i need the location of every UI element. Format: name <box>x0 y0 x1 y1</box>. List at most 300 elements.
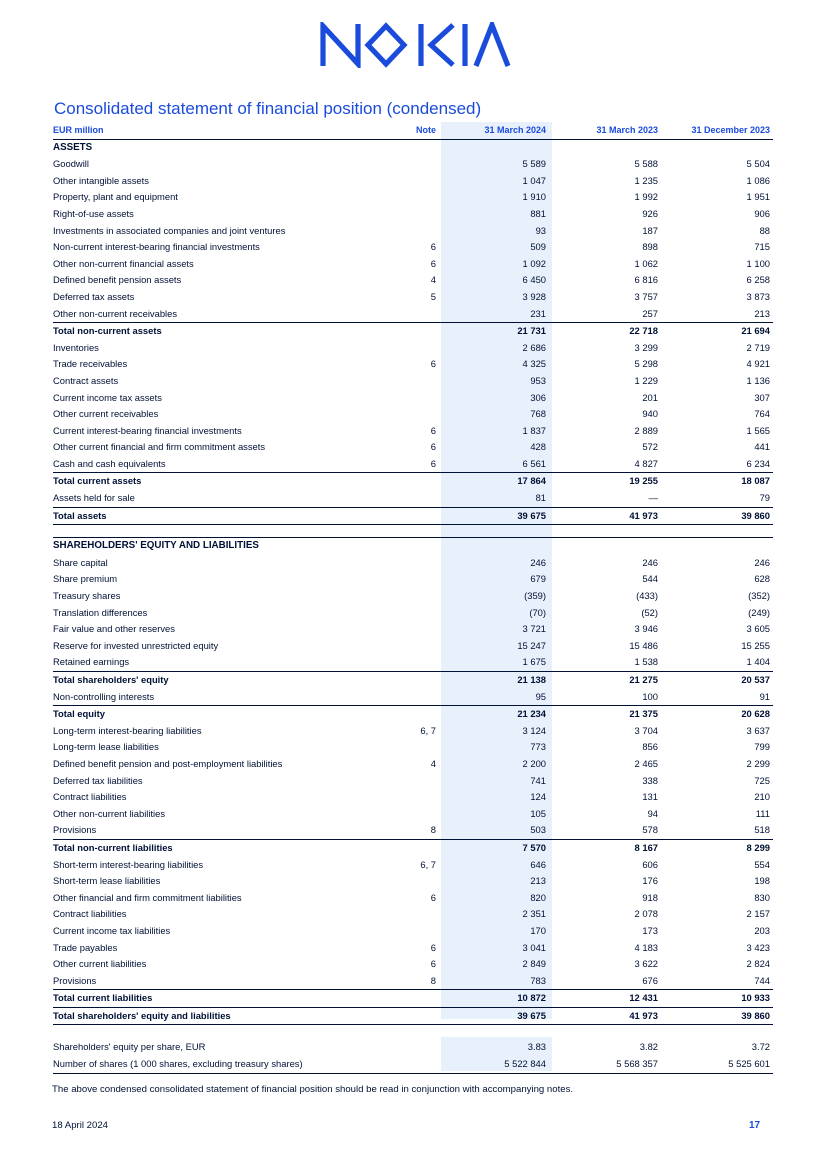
value-31-march-2024: 6 450 <box>522 274 546 286</box>
value-31-march-2024: 39 675 <box>441 507 552 525</box>
table-row <box>53 822 773 839</box>
value-31-december-2023: 6 234 <box>746 457 770 469</box>
row-note <box>375 990 441 1008</box>
value-31-march-2024: 1 675 <box>522 656 546 668</box>
row-label: Total non-current liabilities <box>53 839 375 856</box>
value-31-march-2024: 2 351 <box>522 908 546 920</box>
value-31-march-2023: 1 229 <box>634 374 658 386</box>
value-31-march-2023: (52) <box>641 606 658 618</box>
value-31-march-2024: 95 <box>535 690 546 702</box>
header-note: Note <box>375 122 441 139</box>
table-row <box>53 206 773 223</box>
value-31-march-2023: 176 <box>642 875 658 887</box>
row-note <box>375 588 441 605</box>
table-row <box>53 723 773 740</box>
row-note <box>375 1056 441 1073</box>
row-note <box>375 672 441 689</box>
row-label: Other intangible assets <box>53 174 149 186</box>
value-31-march-2023: 131 <box>642 791 658 803</box>
table-row <box>53 571 773 588</box>
value-31-december-2023: 1 565 <box>746 424 770 436</box>
row-label: Current income tax assets <box>53 391 162 403</box>
row-note <box>375 706 441 723</box>
row-label: Deferred tax assets <box>53 290 135 302</box>
row-label: Non-current interest-bearing financial investments <box>53 241 260 253</box>
row-label: Other non-current receivables <box>53 307 178 319</box>
value-31-march-2023: 578 <box>642 824 658 836</box>
value-31-march-2023 <box>552 538 663 555</box>
value-31-march-2024: 15 247 <box>517 639 546 651</box>
row-label: Right-of-use assets <box>53 207 134 219</box>
value-31-march-2023: 676 <box>642 974 658 986</box>
row-note <box>375 806 441 823</box>
row-note <box>375 490 441 507</box>
value-31-december-2023: 518 <box>754 824 770 836</box>
table-row <box>53 289 773 306</box>
row-note: 6 <box>430 441 436 453</box>
value-31-march-2024: 1 837 <box>522 424 546 436</box>
value-31-march-2023: 41 973 <box>552 1007 663 1025</box>
value-31-december-2023: 20 628 <box>663 706 773 723</box>
row-note: 6 <box>430 941 436 953</box>
table-row <box>53 923 773 940</box>
value-31-december-2023: 203 <box>754 924 770 936</box>
row-label: Goodwill <box>53 158 89 170</box>
row-note <box>375 223 441 240</box>
row-label: Long-term interest-bearing liabilities <box>53 724 202 736</box>
value-31-march-2023: 544 <box>642 573 658 585</box>
value-31-march-2024: 503 <box>530 824 546 836</box>
value-31-march-2024 <box>441 538 552 555</box>
total-row <box>53 839 773 856</box>
row-label: Total current assets <box>53 473 375 490</box>
value-31-december-2023: (352) <box>748 590 770 602</box>
row-label: Number of shares (1 000 shares, excluding treasury shares) <box>53 1056 375 1073</box>
value-31-march-2023: 1 235 <box>634 174 658 186</box>
value-31-december-2023: 21 694 <box>663 323 773 340</box>
table-row <box>53 156 773 173</box>
row-note <box>375 1039 441 1056</box>
row-label: Assets held for sale <box>53 492 135 504</box>
table-row <box>53 773 773 790</box>
row-note <box>375 873 441 890</box>
row-label: Total assets <box>53 507 375 525</box>
value-31-march-2023: 173 <box>642 924 658 936</box>
value-31-december-2023: 3 605 <box>746 623 770 635</box>
value-31-december-2023: 307 <box>754 391 770 403</box>
row-label: Reserve for invested unrestricted equity <box>53 639 219 651</box>
row-note: 8 <box>430 974 436 986</box>
table-row <box>53 439 773 456</box>
value-31-march-2023: 12 431 <box>552 990 663 1008</box>
value-31-december-2023: 20 537 <box>663 672 773 689</box>
value-31-december-2023: 4 921 <box>746 358 770 370</box>
table-row <box>53 940 773 957</box>
row-label: Other current receivables <box>53 408 159 420</box>
value-31-march-2023: 21 275 <box>552 672 663 689</box>
total-row <box>53 323 773 340</box>
value-31-march-2023: 2 078 <box>634 908 658 920</box>
row-label: Total current liabilities <box>53 990 375 1008</box>
table-row <box>53 340 773 357</box>
row-label: Investments in associated companies and joint ventures <box>53 224 286 236</box>
row-note <box>375 1007 441 1025</box>
row-note <box>375 906 441 923</box>
row-label: Contract assets <box>53 374 119 386</box>
value-31-december-2023: 1 404 <box>746 656 770 668</box>
row-note <box>375 839 441 856</box>
row-note <box>375 156 441 173</box>
total-row <box>53 990 773 1008</box>
value-31-march-2024: 124 <box>530 791 546 803</box>
row-label: Total non-current assets <box>53 323 375 340</box>
value-31-march-2023: 246 <box>642 556 658 568</box>
total-row <box>53 1007 773 1025</box>
table-row <box>53 588 773 605</box>
row-label <box>53 1025 375 1040</box>
value-31-march-2023: 2 889 <box>634 424 658 436</box>
value-31-december-2023: 10 933 <box>663 990 773 1008</box>
table-row <box>53 890 773 907</box>
row-note <box>375 638 441 655</box>
row-note <box>375 189 441 206</box>
value-31-december-2023: 198 <box>754 875 770 887</box>
row-note <box>375 555 441 572</box>
row-note: 4 <box>430 274 436 286</box>
row-note <box>375 923 441 940</box>
table-header-row <box>53 122 773 139</box>
table-row <box>53 739 773 756</box>
value-31-march-2024: 2 849 <box>522 958 546 970</box>
value-31-march-2024: 3 041 <box>522 941 546 953</box>
table-row <box>53 406 773 423</box>
row-label: Inventories <box>53 341 99 353</box>
row-note <box>375 139 441 156</box>
row-note <box>375 571 441 588</box>
row-label: Trade payables <box>53 941 118 953</box>
value-31-march-2024: 741 <box>530 774 546 786</box>
value-31-march-2024: 783 <box>530 974 546 986</box>
value-31-march-2023 <box>552 525 663 538</box>
value-31-march-2024: 21 138 <box>441 672 552 689</box>
table-row <box>53 239 773 256</box>
value-31-december-2023: 91 <box>759 690 770 702</box>
header-31-december-2023: 31 December 2023 <box>663 122 773 139</box>
row-note <box>375 538 441 555</box>
table-row <box>53 223 773 240</box>
row-note: 4 <box>430 757 436 769</box>
value-31-march-2024: 17 864 <box>441 473 552 490</box>
table-row <box>53 1056 773 1073</box>
value-31-march-2023: 22 718 <box>552 323 663 340</box>
value-31-december-2023: 3 637 <box>746 724 770 736</box>
value-31-december-2023: 88 <box>759 224 770 236</box>
table-row <box>53 356 773 373</box>
table-row <box>53 906 773 923</box>
row-note: 8 <box>430 824 436 836</box>
value-31-december-2023: 906 <box>754 207 770 219</box>
table-row <box>53 621 773 638</box>
row-note <box>375 1025 441 1040</box>
table-row <box>53 423 773 440</box>
value-31-march-2023: 926 <box>642 207 658 219</box>
value-31-december-2023: 39 860 <box>663 1007 773 1025</box>
total-row <box>53 507 773 525</box>
row-label: Total equity <box>53 706 375 723</box>
row-note <box>375 373 441 390</box>
row-note <box>375 406 441 423</box>
value-31-march-2024: 2 200 <box>522 757 546 769</box>
row-label: Cash and cash equivalents <box>53 457 166 469</box>
table-row <box>53 306 773 323</box>
value-31-december-2023: 3 873 <box>746 290 770 302</box>
value-31-march-2023: 606 <box>642 858 658 870</box>
value-31-march-2024: 306 <box>530 391 546 403</box>
value-31-march-2024: 881 <box>530 207 546 219</box>
value-31-december-2023: 15 255 <box>741 639 770 651</box>
row-label: Other current financial and firm commitment assets <box>53 441 266 453</box>
total-row <box>53 706 773 723</box>
value-31-march-2023: 41 973 <box>552 507 663 525</box>
table-row <box>53 272 773 289</box>
table-row <box>53 390 773 407</box>
value-31-march-2023: 4 183 <box>634 941 658 953</box>
row-label: Share premium <box>53 573 118 585</box>
value-31-march-2024: 1 047 <box>522 174 546 186</box>
row-note: 6 <box>430 424 436 436</box>
value-31-march-2023: 3 299 <box>634 341 658 353</box>
table-row <box>53 789 773 806</box>
value-31-march-2023: 94 <box>647 807 658 819</box>
value-31-march-2024: 820 <box>530 891 546 903</box>
value-31-march-2023: 3 946 <box>634 623 658 635</box>
table-row <box>53 173 773 190</box>
value-31-december-2023: 246 <box>754 556 770 568</box>
value-31-december-2023: 1 951 <box>746 191 770 203</box>
page-number: 17 <box>749 1120 761 1131</box>
row-label: Shareholders' equity per share, EUR <box>53 1041 206 1053</box>
value-31-december-2023: 5 525 601 <box>663 1056 773 1073</box>
table-row <box>53 456 773 473</box>
value-31-march-2023: 4 827 <box>634 457 658 469</box>
value-31-march-2024: 170 <box>530 924 546 936</box>
value-31-march-2024: 3 721 <box>522 623 546 635</box>
value-31-march-2024: 105 <box>530 807 546 819</box>
row-label: Current interest-bearing financial investments <box>53 424 242 436</box>
value-31-march-2023: 2 465 <box>634 757 658 769</box>
row-note <box>375 789 441 806</box>
table-row <box>53 654 773 671</box>
value-31-march-2023: (433) <box>636 590 658 602</box>
row-note: 5 <box>430 290 436 302</box>
value-31-march-2024: 93 <box>535 224 546 236</box>
row-note <box>375 525 441 538</box>
value-31-march-2024: 768 <box>530 408 546 420</box>
row-label: Trade receivables <box>53 358 128 370</box>
value-31-march-2023: — <box>648 492 658 504</box>
table-row <box>53 857 773 874</box>
value-31-march-2024: 509 <box>530 241 546 253</box>
value-31-december-2023: 210 <box>754 791 770 803</box>
value-31-december-2023: 3.72 <box>751 1041 770 1053</box>
value-31-march-2024: 3 124 <box>522 724 546 736</box>
total-row <box>53 672 773 689</box>
row-label: Short-term interest-bearing liabilities <box>53 858 204 870</box>
table-row <box>53 373 773 390</box>
row-note: 6 <box>430 257 436 269</box>
page-title: Consolidated statement of financial position (condensed) <box>54 99 482 118</box>
row-note: 6, 7 <box>420 724 436 736</box>
value-31-march-2023: 3.82 <box>639 1041 658 1053</box>
value-31-december-2023: 764 <box>754 408 770 420</box>
value-31-december-2023: 799 <box>754 741 770 753</box>
row-label: Treasury shares <box>53 590 121 602</box>
row-label: Total shareholders' equity <box>53 672 375 689</box>
value-31-december-2023: 1 136 <box>746 374 770 386</box>
row-label: Short-term lease liabilities <box>53 875 161 887</box>
value-31-march-2023: 8 167 <box>552 839 663 856</box>
header-31-march-2024: 31 March 2024 <box>441 122 552 139</box>
value-31-december-2023: 2 824 <box>746 958 770 970</box>
value-31-december-2023 <box>663 525 773 538</box>
row-label: Other financial and firm commitment liabilities <box>53 891 242 903</box>
value-31-march-2023: 3 622 <box>634 958 658 970</box>
row-label: Non-controlling interests <box>53 690 155 702</box>
row-label: Current income tax liabilities <box>53 924 171 936</box>
row-label: Retained earnings <box>53 656 130 668</box>
row-label: Share capital <box>53 556 108 568</box>
value-31-march-2023 <box>552 139 663 156</box>
value-31-march-2024: (359) <box>524 590 546 602</box>
value-31-december-2023: 628 <box>754 573 770 585</box>
value-31-march-2023: 15 486 <box>629 639 658 651</box>
row-note <box>375 390 441 407</box>
value-31-march-2024 <box>441 525 552 538</box>
value-31-march-2024: 6 561 <box>522 457 546 469</box>
value-31-december-2023: 830 <box>754 891 770 903</box>
header-currency: EUR million <box>53 122 375 139</box>
value-31-march-2024: 7 570 <box>441 839 552 856</box>
value-31-march-2024: 1 092 <box>522 257 546 269</box>
row-note: 6, 7 <box>420 858 436 870</box>
value-31-december-2023: 3 423 <box>746 941 770 953</box>
value-31-march-2023: 257 <box>642 307 658 319</box>
row-label: Long-term lease liabilities <box>53 741 159 753</box>
value-31-march-2023: 3 704 <box>634 724 658 736</box>
row-label: Provisions <box>53 974 97 986</box>
value-31-december-2023: 441 <box>754 441 770 453</box>
value-31-december-2023: 111 <box>755 807 770 819</box>
value-31-march-2023: 338 <box>642 774 658 786</box>
row-note: 6 <box>430 457 436 469</box>
table-row <box>53 490 773 507</box>
table-row <box>53 806 773 823</box>
value-31-march-2024: 10 872 <box>441 990 552 1008</box>
value-31-march-2024: 679 <box>530 573 546 585</box>
row-note <box>375 605 441 622</box>
value-31-march-2024: (70) <box>529 606 546 618</box>
value-31-march-2023: 3 757 <box>634 290 658 302</box>
value-31-march-2024: 2 686 <box>522 341 546 353</box>
value-31-march-2024: 3 928 <box>522 290 546 302</box>
value-31-march-2023: 856 <box>642 741 658 753</box>
value-31-march-2023: 21 375 <box>552 706 663 723</box>
value-31-december-2023: 1 086 <box>746 174 770 186</box>
row-note <box>375 773 441 790</box>
row-label: Contract liabilities <box>53 908 127 920</box>
row-label: Translation differences <box>53 606 148 618</box>
row-label: Fair value and other reserves <box>53 623 175 635</box>
footer-date: 18 April 2024 <box>52 1120 109 1131</box>
value-31-march-2024: 231 <box>530 307 546 319</box>
row-note <box>375 206 441 223</box>
row-label: Defined benefit pension and post-employment liabilities <box>53 757 283 769</box>
row-label: Other current liabilities <box>53 958 147 970</box>
table-row <box>53 689 773 706</box>
value-31-march-2024: 21 731 <box>441 323 552 340</box>
table-row <box>53 873 773 890</box>
row-note <box>375 306 441 323</box>
value-31-march-2023: 19 255 <box>552 473 663 490</box>
value-31-march-2023: 187 <box>642 224 658 236</box>
row-note: 6 <box>430 358 436 370</box>
value-31-december-2023: 39 860 <box>663 507 773 525</box>
value-31-march-2024: 81 <box>535 492 546 504</box>
value-31-march-2024: 246 <box>530 556 546 568</box>
row-note <box>375 621 441 638</box>
row-note <box>375 473 441 490</box>
section-heading-row <box>53 538 773 555</box>
nokia-logo <box>320 22 512 68</box>
row-note <box>375 739 441 756</box>
value-31-december-2023: 2 157 <box>746 908 770 920</box>
value-31-march-2024 <box>441 1025 552 1040</box>
value-31-march-2023: 898 <box>642 241 658 253</box>
value-31-march-2024: 5 522 844 <box>441 1056 552 1073</box>
financial-position-table <box>53 122 773 1074</box>
row-note <box>375 507 441 525</box>
row-note <box>375 689 441 706</box>
value-31-march-2024: 213 <box>530 875 546 887</box>
value-31-december-2023: 725 <box>754 774 770 786</box>
value-31-march-2023: 5 588 <box>634 158 658 170</box>
table-row <box>53 973 773 990</box>
value-31-december-2023: 79 <box>759 492 770 504</box>
value-31-march-2024: 1 910 <box>522 191 546 203</box>
row-label: Defined benefit pension assets <box>53 274 182 286</box>
row-note: 6 <box>430 891 436 903</box>
value-31-march-2023: 201 <box>642 391 658 403</box>
row-label: Contract liabilities <box>53 791 127 803</box>
value-31-december-2023: 5 504 <box>746 158 770 170</box>
value-31-december-2023: 715 <box>754 241 770 253</box>
value-31-december-2023: 8 299 <box>663 839 773 856</box>
table-row <box>53 605 773 622</box>
value-31-march-2023: 918 <box>642 891 658 903</box>
row-note: 6 <box>430 958 436 970</box>
value-31-march-2023: 572 <box>642 441 658 453</box>
value-31-march-2024: 39 675 <box>441 1007 552 1025</box>
value-31-december-2023 <box>663 538 773 555</box>
row-note <box>375 340 441 357</box>
table-row <box>53 756 773 773</box>
value-31-march-2023: 1 992 <box>634 191 658 203</box>
value-31-march-2024: 773 <box>530 741 546 753</box>
value-31-december-2023: 554 <box>754 858 770 870</box>
table-row <box>53 1039 773 1056</box>
value-31-december-2023: 2 299 <box>746 757 770 769</box>
row-label: Other non-current financial assets <box>53 257 194 269</box>
